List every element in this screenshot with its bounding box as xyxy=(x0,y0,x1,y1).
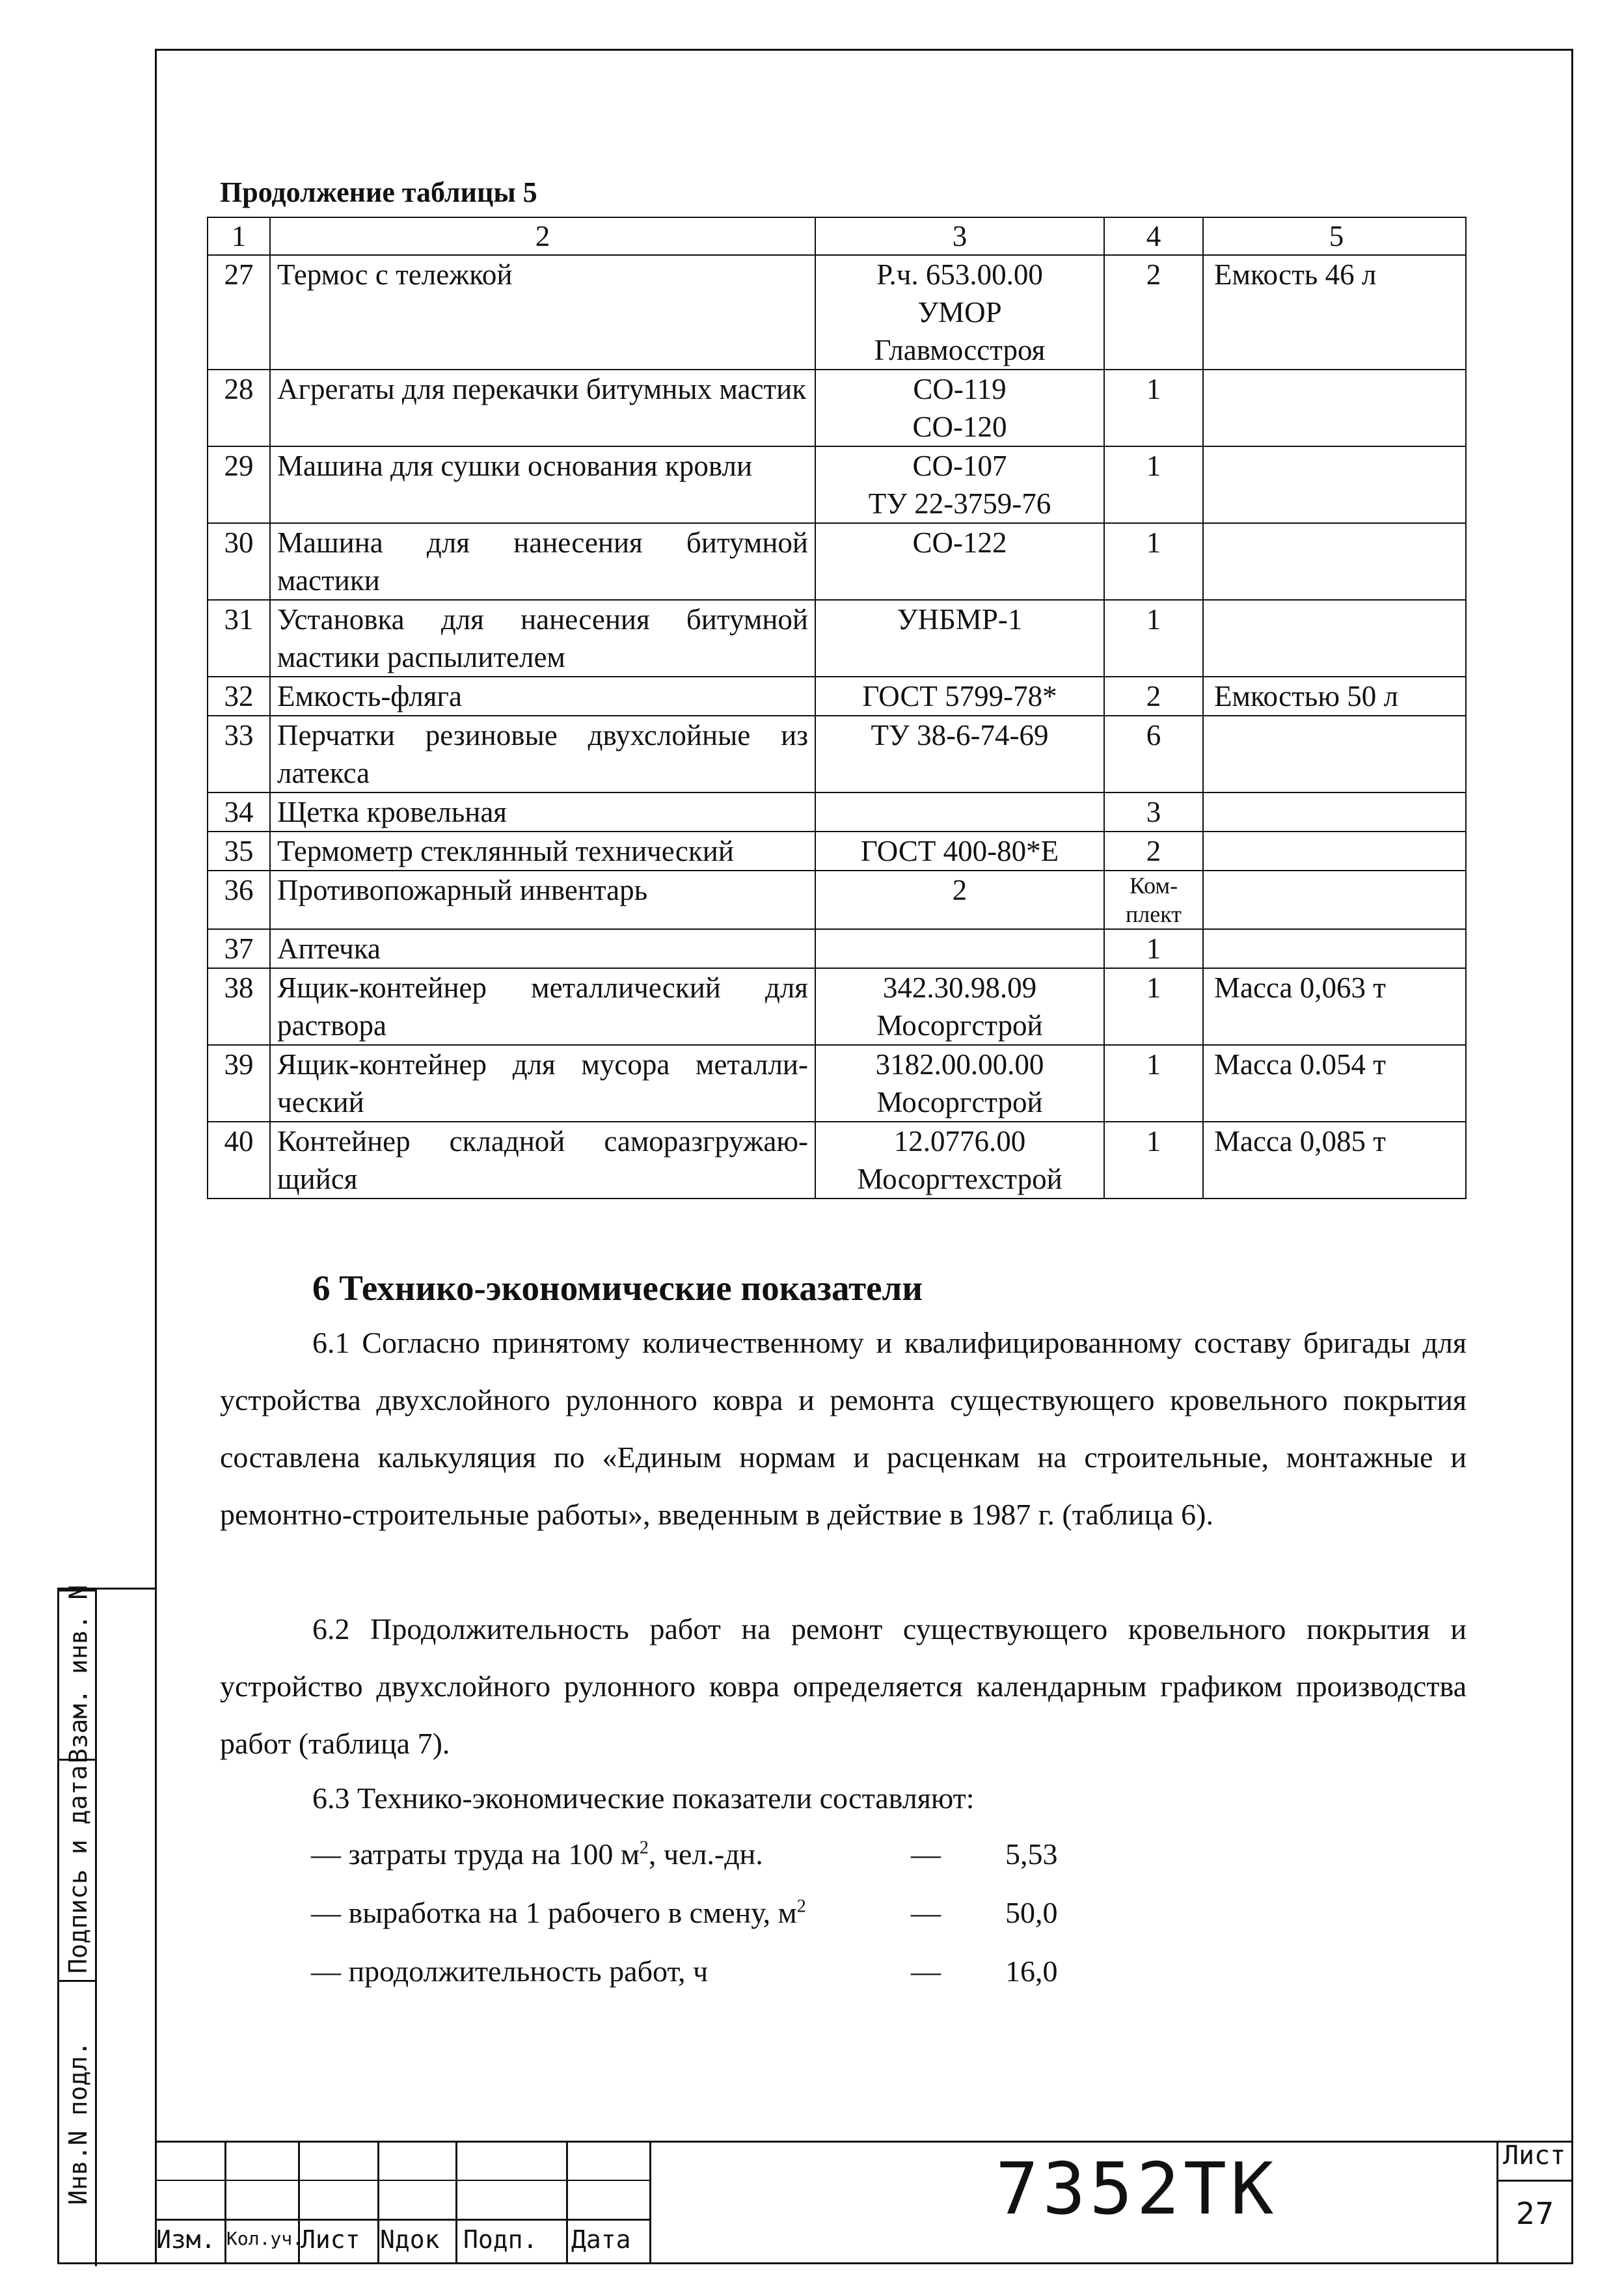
row-doc-cell: СО-119 СО-120 xyxy=(815,370,1104,446)
header-cell: 5 xyxy=(1203,217,1466,255)
header-cell: 2 xyxy=(270,217,815,255)
indicator-dash: — xyxy=(911,1837,941,1871)
row-name-cell: Ящик-контейнер для мусора металли-ческий xyxy=(270,1045,815,1122)
row-name-cell: Термометр стеклянный технический xyxy=(270,832,815,871)
row-note-cell xyxy=(1203,832,1466,871)
row-number-cell: 29 xyxy=(208,446,270,523)
row-qty-cell: 1 xyxy=(1104,600,1203,677)
row-qty-cell: 1 xyxy=(1104,1122,1203,1199)
row-name-cell: Термос с тележкой xyxy=(270,255,815,370)
header-cell: 4 xyxy=(1104,217,1203,255)
row-note-cell: Масса 0,063 т xyxy=(1203,968,1466,1045)
table-row xyxy=(208,716,1466,792)
col-data: Дата xyxy=(571,2225,631,2254)
row-number-cell: 40 xyxy=(208,1122,270,1199)
row-note-cell: Масса 0,085 т xyxy=(1203,1122,1466,1199)
row-qty-cell: 1 xyxy=(1104,523,1203,600)
indicator-dash: — xyxy=(911,1955,941,1988)
row-note-cell xyxy=(1203,446,1466,523)
row-doc-cell xyxy=(815,792,1104,832)
row-note-cell xyxy=(1203,716,1466,792)
row-number-cell: 31 xyxy=(208,600,270,677)
table-row xyxy=(208,792,1466,832)
indicator-value: 5,53 xyxy=(1005,1837,1058,1871)
row-qty-cell: 3 xyxy=(1104,792,1203,832)
row-number-cell: 32 xyxy=(208,677,270,716)
row-number-cell: 39 xyxy=(208,1045,270,1122)
row-name-cell: Машина для сушки основания кровли xyxy=(270,446,815,523)
row-qty-cell: 1 xyxy=(1104,968,1203,1045)
row-note-cell: Емкостью 50 л xyxy=(1203,677,1466,716)
col-ndok: Nдок xyxy=(380,2225,440,2254)
row-qty-cell: 1 xyxy=(1104,370,1203,446)
row-doc-cell: 3182.00.00.00 Мосоргстрой xyxy=(815,1045,1104,1122)
row-number-cell: 35 xyxy=(208,832,270,871)
indicator-value: 16,0 xyxy=(1005,1955,1058,1988)
stamp-inv-podl: Инв.N подл. xyxy=(64,2041,93,2205)
row-note-cell xyxy=(1203,792,1466,832)
table-row xyxy=(208,446,1466,523)
row-number-cell: 37 xyxy=(208,929,270,968)
paragraph-6-3: 6.3 Технико-экономические показатели составляют: xyxy=(312,1781,975,1815)
row-qty-cell: 2 xyxy=(1104,255,1203,370)
row-qty-cell: 1 xyxy=(1104,929,1203,968)
section-title: 6 Технико-экономические показатели xyxy=(312,1268,923,1308)
sheet-label: Лист xyxy=(1503,2141,1566,2171)
row-doc-cell: 2 xyxy=(815,871,1104,929)
row-name-cell: Установка для нанесения битумной мастики распылителем xyxy=(270,600,815,677)
row-name-cell: Противопожарный инвентарь xyxy=(270,871,815,929)
table-row xyxy=(208,1122,1466,1199)
row-note-cell xyxy=(1203,370,1466,446)
row-number-cell: 34 xyxy=(208,792,270,832)
side-stamp xyxy=(57,1584,155,2264)
row-note-cell: Масса 0.054 т xyxy=(1203,1045,1466,1122)
col-list: Лист xyxy=(301,2225,360,2254)
col-izm: Изм. xyxy=(156,2225,216,2254)
indicator-duration: — продолжительность работ, ч xyxy=(311,1955,709,1988)
stamp-vzam-inv: Взам. инв. N xyxy=(64,1584,93,1764)
table-row xyxy=(208,255,1466,370)
row-note-cell xyxy=(1203,600,1466,677)
row-doc-cell: 342.30.98.09 Мосоргстрой xyxy=(815,968,1104,1045)
row-note-cell xyxy=(1203,523,1466,600)
indicator-value: 50,0 xyxy=(1005,1896,1058,1929)
table-row xyxy=(208,929,1466,968)
table-row xyxy=(208,871,1466,929)
stamp-podpis-data: Подпись и дата xyxy=(64,1765,93,1974)
table-row xyxy=(208,968,1466,1045)
table-row xyxy=(208,677,1466,716)
sheet-number: 27 xyxy=(1516,2196,1554,2231)
row-doc-cell: ГОСТ 5799-78* xyxy=(815,677,1104,716)
row-doc-cell: ТУ 38-6-74-69 xyxy=(815,716,1104,792)
row-doc-cell: СО-122 xyxy=(815,523,1104,600)
table-row xyxy=(208,1045,1466,1122)
indicator-labor: — затраты труда на 100 $м^2$, чел.-дн. xyxy=(311,1837,763,1871)
col-kol-uch: Кол.уч. xyxy=(226,2228,304,2249)
row-number-cell: 28 xyxy=(208,370,270,446)
row-qty-cell: 2 xyxy=(1104,677,1203,716)
equipment-table xyxy=(207,217,1467,1199)
row-doc-cell: УНБМР-1 xyxy=(815,600,1104,677)
row-name-cell: Аптечка xyxy=(270,929,815,968)
row-name-cell: Машина для нанесения битумной мастики xyxy=(270,523,815,600)
header-cell: 1 xyxy=(208,217,270,255)
paragraph-6-2: 6.2 Продолжительность работ на ремонт существующего кровельного покрытия и устройство двухслойного рулонного ковра определяется календарным графиком производства работ (таблица 7). xyxy=(220,1612,1467,1760)
header-cell: 3 xyxy=(815,217,1104,255)
row-name-cell: Щетка кровельная xyxy=(270,792,815,832)
indicator-output: — выработка на 1 рабочего в смену, $м^2$ xyxy=(311,1896,806,1929)
row-number-cell: 33 xyxy=(208,716,270,792)
row-qty-cell: 6 xyxy=(1104,716,1203,792)
row-number-cell: 38 xyxy=(208,968,270,1045)
row-doc-cell: СО-107 ТУ 22-3759-76 xyxy=(815,446,1104,523)
row-doc-cell xyxy=(815,929,1104,968)
row-name-cell: Емкость-фляга xyxy=(270,677,815,716)
row-doc-cell: Р.ч. 653.00.00 УМОР Главмосстроя xyxy=(815,255,1104,370)
row-doc-cell: 12.0776.00 Мосоргтехстрой xyxy=(815,1122,1104,1199)
row-qty-cell: 2 xyxy=(1104,832,1203,871)
row-qty-cell: 1 xyxy=(1104,446,1203,523)
table-row xyxy=(208,523,1466,600)
row-qty-cell: Ком- плект xyxy=(1104,871,1203,929)
row-number-cell: 30 xyxy=(208,523,270,600)
col-podp: Подп. xyxy=(463,2225,538,2254)
row-doc-cell: ГОСТ 400-80*Е xyxy=(815,832,1104,871)
table-row xyxy=(208,600,1466,677)
paragraph-6-1: 6.1 Согласно принятому количественному и квалифицированному составу бригады для устройства двухслойного рулонного ковра и ремонта существующего кровельного покрытия составлена калькуляция по «Единым нормам и расценкам на строительные, монтажные и ремонтно-строительные работы», введенным в действие в 1987 г. (таблица 6). xyxy=(220,1326,1467,1531)
document-code: 7352ТК xyxy=(995,2147,1278,2230)
row-name-cell: Агрегаты для перекачки битумных мастик xyxy=(270,370,815,446)
row-note-cell xyxy=(1203,871,1466,929)
table-header-row xyxy=(208,217,1466,255)
table-title: Продолжение таблицы 5 xyxy=(220,176,537,208)
table-row xyxy=(208,370,1466,446)
table-row xyxy=(208,832,1466,871)
row-name-cell: Контейнер складной саморазгружаю-щийся xyxy=(270,1122,815,1199)
row-qty-cell: 1 xyxy=(1104,1045,1203,1122)
row-note-cell: Емкость 46 л xyxy=(1203,255,1466,370)
row-name-cell: Перчатки резиновые двухслойные из латекса xyxy=(270,716,815,792)
row-note-cell xyxy=(1203,929,1466,968)
row-name-cell: Ящик-контейнер металлический для раствора xyxy=(270,968,815,1045)
row-number-cell: 27 xyxy=(208,255,270,370)
indicator-dash: — xyxy=(911,1896,941,1929)
row-number-cell: 36 xyxy=(208,871,270,929)
